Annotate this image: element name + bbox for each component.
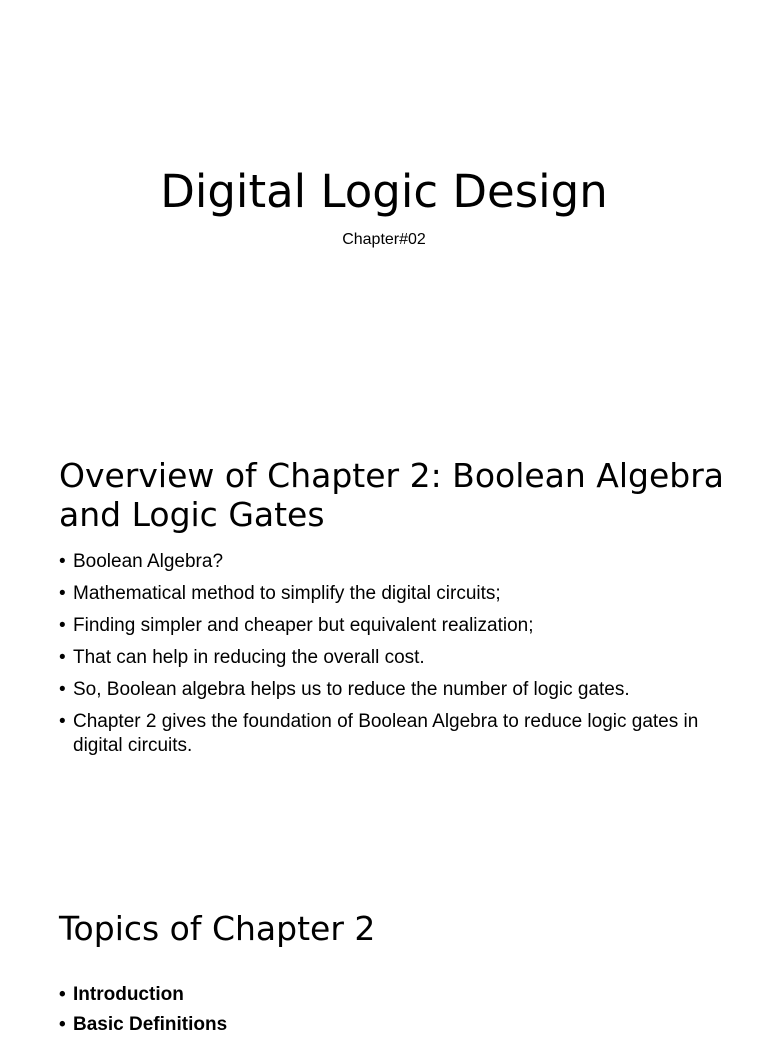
topics-heading: Topics of Chapter 2 [59,909,376,948]
list-item [59,614,699,638]
bullet-icon: • [59,615,66,636]
topics-bullet-list [59,983,699,1043]
bullet-text: Mathematical method to simplify the digital circuits; [73,583,501,604]
list-item [59,983,699,1007]
bullet-icon: • [59,984,66,1005]
bullet-icon: • [59,583,66,604]
bullet-text: Chapter 2 gives the foundation of Boolean Algebra to reduce logic gates in digital circuits. [73,711,699,756]
bullet-text: Boolean Algebra? [73,551,224,572]
bullet-icon: • [59,711,66,732]
bullet-icon: • [59,679,66,700]
list-item [59,678,699,702]
list-item [59,582,699,606]
list-item [59,550,699,574]
bullet-text: So, Boolean algebra helps us to reduce the number of logic gates. [73,679,630,700]
bullet-icon: • [59,1014,66,1035]
bullet-text: Introduction [73,984,184,1005]
bullet-icon: • [59,551,66,572]
list-item [59,646,699,670]
bullet-text: Finding simpler and cheaper but equivalent realization; [73,615,534,636]
overview-bullet-list [59,550,699,766]
slide-subtitle: Chapter#02 [342,231,426,248]
bullet-text: That can help in reducing the overall cost. [73,647,425,668]
list-item [59,710,699,758]
slide-title: Digital Logic Design [160,165,608,218]
overview-heading: Overview of Chapter 2: Boolean Algebra and Logic Gates [59,456,725,534]
bullet-icon: • [59,647,66,668]
title-slide [0,0,768,430]
list-item [59,1013,699,1037]
bullet-text: Basic Definitions [73,1014,228,1035]
